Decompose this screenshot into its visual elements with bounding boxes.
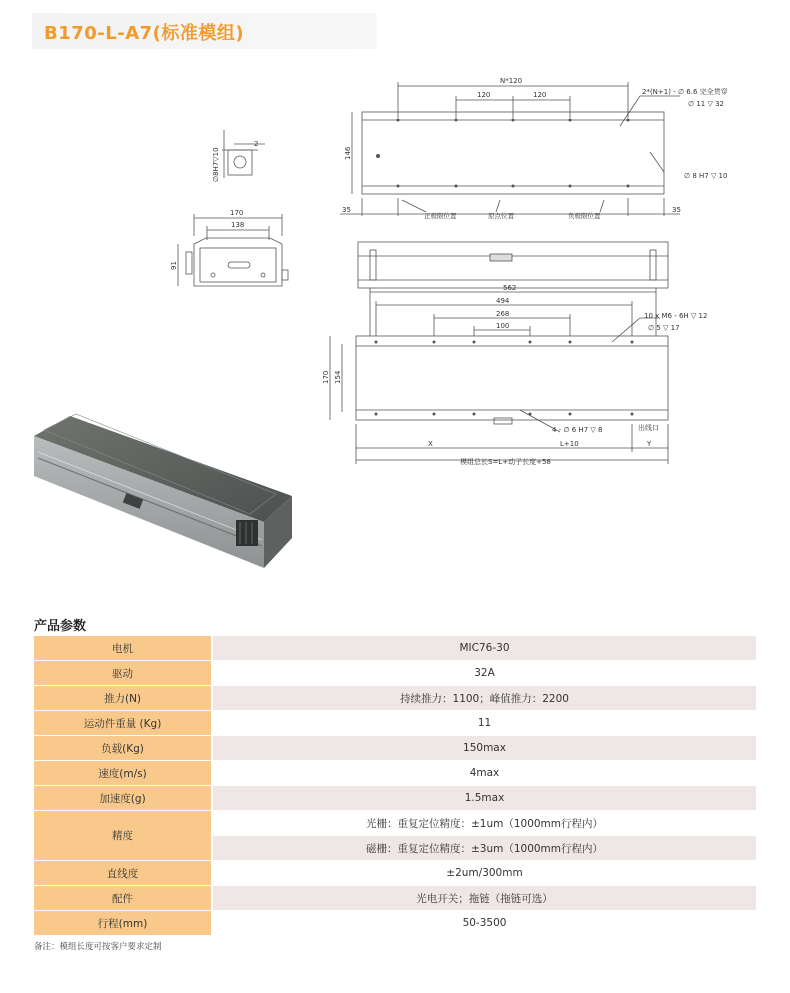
bottom-view-holes xyxy=(375,341,634,416)
front-view xyxy=(358,242,668,288)
product-image xyxy=(34,414,292,568)
param-key: 驱动 xyxy=(34,661,212,686)
param-key: 精度 xyxy=(34,811,212,861)
table-row xyxy=(34,761,756,786)
params-table xyxy=(34,636,756,936)
param-value: MIC76-30 xyxy=(212,636,756,661)
param-value: 50-3500 xyxy=(212,911,756,936)
table-row xyxy=(34,736,756,761)
side-dim-width: 2 xyxy=(254,140,259,148)
param-key: 负载(Kg) xyxy=(34,736,212,761)
top-dim-120a: 120 xyxy=(477,91,491,99)
label-outlet: 出线口 xyxy=(638,424,659,432)
param-key: 加速度(g) xyxy=(34,786,212,811)
param-key: 运动件重量 (Kg) xyxy=(34,711,212,736)
footnote: 备注：模组长度可按客户要求定制 xyxy=(34,942,162,952)
end-dim-138: 138 xyxy=(231,221,245,229)
label-origin: 原点位置 xyxy=(488,212,514,220)
section-title: 产品参数 xyxy=(34,619,87,634)
table-row xyxy=(34,911,756,936)
table-row xyxy=(34,886,756,911)
param-key: 速度(m/s) xyxy=(34,761,212,786)
top-note-cbore: ∅ 11 ▽ 32 xyxy=(688,100,724,108)
param-value: 11 xyxy=(212,711,756,736)
bottom-dim-l10: L+10 xyxy=(560,440,579,448)
param-key: 行程(mm) xyxy=(34,911,212,936)
top-view-holes xyxy=(376,119,630,188)
top-dim-146: 146 xyxy=(344,146,352,160)
bottom-dim-562: 562 xyxy=(503,284,517,292)
bottom-formula: 模组总长S=L+动子长度+58 xyxy=(460,458,551,466)
top-dim-total: N*120 xyxy=(500,77,523,85)
param-key: 配件 xyxy=(34,886,212,911)
table-row xyxy=(34,861,756,886)
param-value: 1.5max xyxy=(212,786,756,811)
table-row xyxy=(34,661,756,686)
table-row xyxy=(34,786,756,811)
top-note-pin: ∅ 8 H7 ▽ 10 xyxy=(684,172,728,180)
bottom-dim-x: X xyxy=(428,440,433,448)
table-row xyxy=(34,711,756,736)
bottom-dim-y: Y xyxy=(647,440,652,448)
param-value: 4max xyxy=(212,761,756,786)
bottom-dim-494: 494 xyxy=(496,297,510,305)
param-value: 持续推力：1100；峰值推力：2200 xyxy=(212,686,756,711)
bottom-note-4holes: 4 - ∅ 6 H7 ▽ 8 xyxy=(552,426,603,434)
param-value-2: 磁栅：重复定位精度：±3um（1000mm行程内） xyxy=(212,836,756,861)
top-dim-120b: 120 xyxy=(533,91,547,99)
page-title: B170-L-A7(标准模组) xyxy=(44,23,245,44)
param-key: 电机 xyxy=(34,636,212,661)
side-label-hole: ∅8H7▽10 xyxy=(212,147,220,182)
bottom-dim-170: 170 xyxy=(322,370,330,384)
end-dim-91: 91 xyxy=(170,261,178,270)
table-row xyxy=(34,811,756,836)
table-row xyxy=(34,636,756,661)
side-view xyxy=(222,130,265,178)
top-dim-35r: 35 xyxy=(672,206,681,214)
table-row xyxy=(34,686,756,711)
bottom-dim-268: 268 xyxy=(496,310,510,318)
param-key: 直线度 xyxy=(34,861,212,886)
param-value: 32A xyxy=(212,661,756,686)
param-value: 光栅：重复定位精度：±1um（1000mm行程内） xyxy=(212,811,756,836)
end-dim-170: 170 xyxy=(230,209,244,217)
top-note-holes: 2*(N+1) - ∅ 6.6 完全贯穿 xyxy=(642,88,728,96)
title-bar xyxy=(32,13,377,49)
top-view xyxy=(340,82,680,216)
param-value: 150max xyxy=(212,736,756,761)
param-value: ±2um/300mm xyxy=(212,861,756,886)
top-dim-35l: 35 xyxy=(342,206,351,214)
technical-drawing xyxy=(0,60,790,605)
param-key: 推力(N) xyxy=(34,686,212,711)
label-neg-limit: 负极限位置 xyxy=(568,212,601,220)
param-value: 光电开关；拖链（拖链可选） xyxy=(212,886,756,911)
bottom-dim-154: 154 xyxy=(334,370,342,384)
bottom-note-pinhole: ∅ 5 ▽ 17 xyxy=(648,324,680,332)
bottom-note-screw: 10 x M6 - 6H ▽ 12 xyxy=(644,312,708,320)
bottom-dim-100: 100 xyxy=(496,322,510,330)
label-pos-limit: 正极限位置 xyxy=(424,212,457,220)
